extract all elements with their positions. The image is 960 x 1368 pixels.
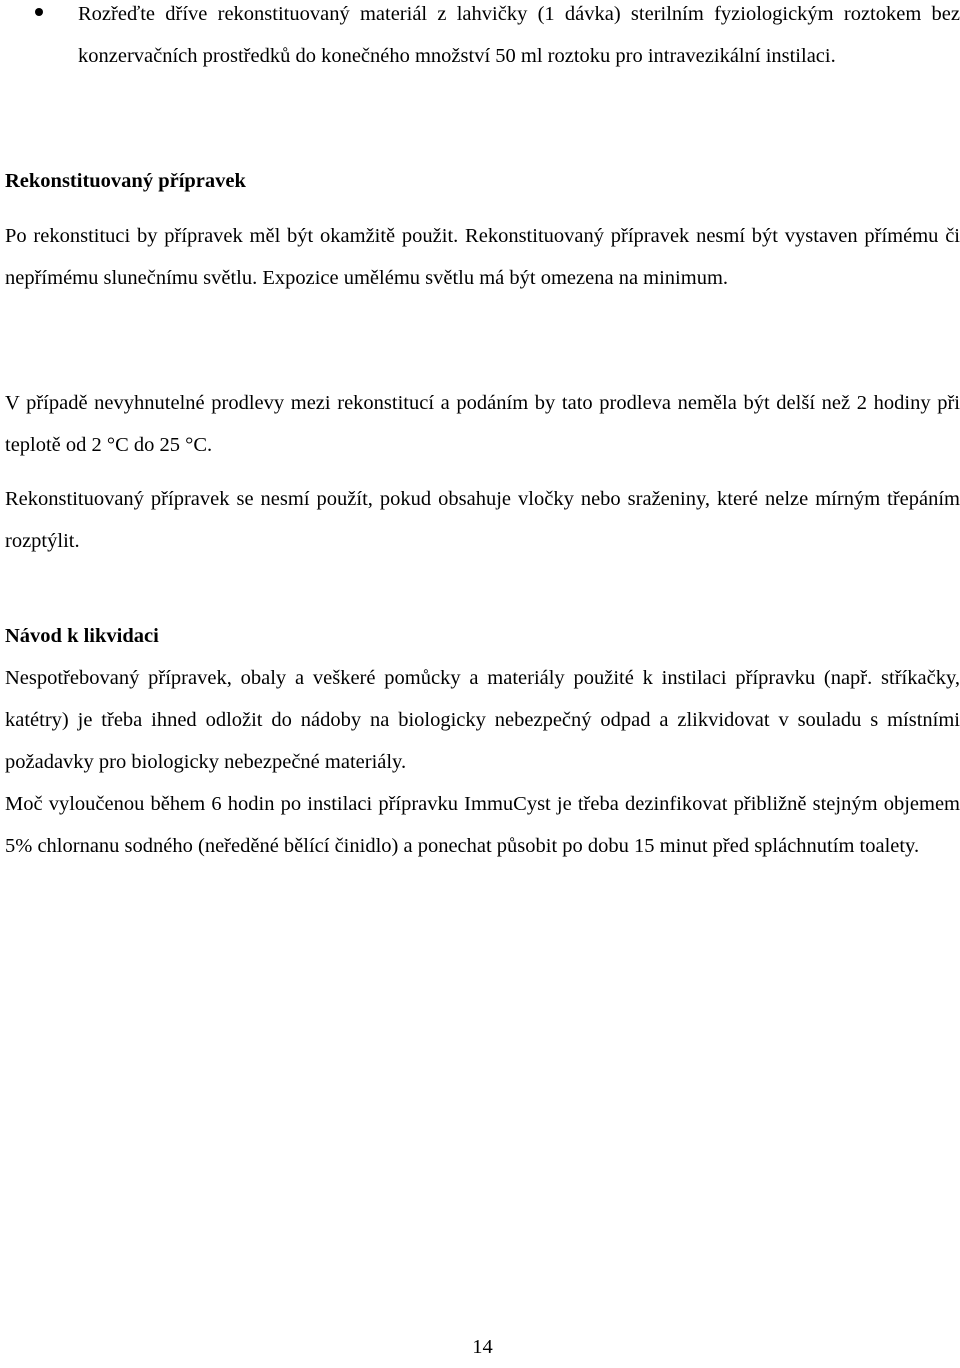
section-heading-disposal: Návod k likvidaci xyxy=(5,625,159,647)
bullet-text: Rozřeďte dříve rekonstituovaný materiál z lahvičky (1 dávka) sterilním fyziologickým roztokem bez konzervačních prostředků do konečného množství 50 ml roztoku pro intravezikální instilaci. xyxy=(78,3,960,67)
bullet-icon xyxy=(35,8,43,16)
document-page xyxy=(5,0,960,1358)
paragraph-disposal-urine: Moč vyloučenou během 6 hodin po instilaci přípravku ImmuCyst je třeba dezinfikovat přibližně stejným objemem 5% chlornanu sodného (neředěné bělící činidlo) a ponechat působit po dobu 15 minut před spláchnutím toalety. xyxy=(5,793,960,857)
paragraph-disposal-materials: Nespotřebovaný přípravek, obaly a veškeré pomůcky a materiály použité k instilaci přípravku (např. stříkačky, katétry) je třeba ihned odložit do nádoby na biologicky nebezpečný odpad a zlikvidovat v souladu s místními požadavky pro biologicky nebezpečné materiály. xyxy=(5,667,960,773)
page-number: 14 xyxy=(472,1336,493,1358)
paragraph-reconstituted-use: Po rekonstituci by přípravek měl být okamžitě použit. Rekonstituovaný přípravek nesmí být vystaven přímému či nepřímému slunečnímu světlu. Expozice umělému světlu má být omezena na minimum. xyxy=(5,225,960,289)
section-heading-reconstituted: Rekonstituovaný přípravek xyxy=(5,170,246,192)
paragraph-reconstituted-delay: V případě nevyhnutelné prodlevy mezi rekonstitucí a podáním by tato prodleva neměla být delší než 2 hodiny při teplotě od 2 °C do 25 °C. xyxy=(5,392,960,456)
paragraph-reconstituted-flakes: Rekonstituovaný přípravek se nesmí použít, pokud obsahuje vločky nebo sraženiny, které nelze mírným třepáním rozptýlit. xyxy=(5,488,960,552)
